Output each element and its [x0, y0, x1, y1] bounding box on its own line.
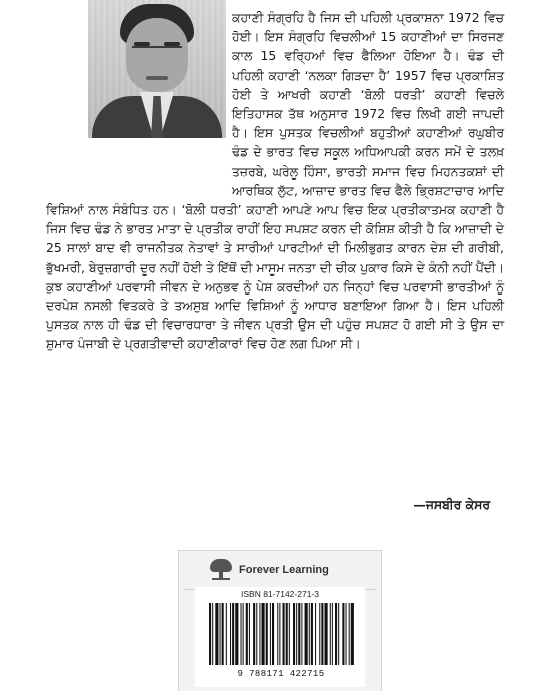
- barcode-bar: [262, 603, 265, 665]
- barcode-bar: [249, 603, 250, 665]
- barcode-bar: [246, 603, 248, 665]
- barcode-bar: [283, 603, 285, 665]
- barcode-bar: [253, 603, 255, 665]
- blurb-text-block: [46, 8, 504, 354]
- barcode-digits: 9 788171 422715: [237, 669, 325, 679]
- barcode-bar: [256, 603, 257, 665]
- barcode-bar: [232, 603, 234, 665]
- photo-wrap-spacer: [46, 8, 232, 184]
- barcode-bar: [349, 603, 350, 665]
- barcode-bar: [212, 603, 213, 665]
- barcode-bar: [215, 603, 218, 665]
- barcode-bar: [311, 603, 313, 665]
- publisher-barcode-panel: [178, 550, 382, 691]
- publisher-tagline: Forever Learning: [239, 564, 329, 576]
- isbn-label: ISBN 81-7142-271-3: [241, 589, 319, 599]
- barcode-bar: [241, 603, 242, 665]
- barcode-bar: [286, 603, 288, 665]
- barcode-bar: [346, 603, 347, 665]
- tree-logo-icon: [209, 559, 233, 581]
- isbn-barcode-box: [195, 587, 365, 687]
- barcode-bar: [209, 603, 211, 665]
- barcode-bar: [305, 603, 308, 665]
- barcode-bar: [351, 603, 354, 665]
- barcode-bar: [266, 603, 268, 665]
- barcode-bar: [270, 603, 271, 665]
- barcode-bar: [293, 603, 295, 665]
- barcode-bar: [230, 603, 231, 665]
- barcode-bar: [226, 603, 227, 665]
- publisher-row: [209, 559, 329, 581]
- barcode-bar: [220, 603, 221, 665]
- barcode-bar: [259, 603, 260, 665]
- barcode-graphic: [205, 603, 355, 669]
- barcode-bar: [301, 603, 302, 665]
- barcode-bar: [296, 603, 297, 665]
- barcode-bar: [309, 603, 310, 665]
- barcode-bar: [272, 603, 274, 665]
- signature: —ਜਸਬੀਰ ਕੇਸਰ: [413, 497, 490, 512]
- blurb-paragraph: ਕਹਾਣੀ ਸੰਗ੍ਰਹਿ ਹੈ ਜਿਸ ਦੀ ਪਹਿਲੀ ਪ੍ਰਕਾਸ਼ਨਾ 1972 ਵਿਚ ਹੋਈ। ਇਸ ਸੰਗ੍ਰਹਿ ਵਿਚਲੀਆਂ 15 ਕਹਾਣੀਆਂ ਦਾ ਸਿਰਜਣ ਕਾਲ 15 ਵਰ੍ਹਿਆਂ ਵਿਚ ਫੈਲਿਆ ਹੋਇਆ ਹੈ। ਢੰਡ ਦੀ ਪਹਿਲੀ ਕਹਾਣੀ ‘ਨਲਕਾ ਗਿੜਦਾ ਹੈ’ 1957 ਵਿਚ ਪ੍ਰਕਾਸ਼ਿਤ ਹੋਈ ਤੇ ਆਖਰੀ ਕਹਾਣੀ ‘ਬੋਲ਼ੀ ਧਰਤੀ’ ਕਹਾਣੀ ਵਿਚਲੇ ਇਤਿਹਾਸਕ ਤੱਥ ਅਨੁਸਾਰ 1972 ਵਿਚ ਲਿਖੀ ਗਈ ਜਾਪਦੀ ਹੈ। ਇਸ ਪੁਸਤਕ ਵਿਚਲੀਆਂ ਬਹੁਤੀਆਂ ਕਹਾਣੀਆਂ ਰਘੁਬੀਰ ਢੰਡ ਦੇ ਭਾਰਤ ਵਿਚ ਸਕੂਲ ਅਧਿਆਪਕੀ ਕਰਨ ਸਮੇਂ ਦੇ ਤਲਖ਼ ਤਜ਼ਰਬੇ, ਘਰੇਲੂ ਹਿੰਸਾ, ਭਾਰਤੀ ਸਮਾਜ ਵਿਚ ਮਿਹਨਤਕਸ਼ਾਂ ਦੀ ਆਰਥਿਕ ਲੁੱਟ, ਆਜ਼ਾਦ ਭਾਰਤ ਵਿਚ ਫੈਲੇ ਭ੍ਰਿਸ਼ਟਾਚਾਰ ਆਦਿ ਵਿਸ਼ਿਆਂ ਨਾਲ ਸੰਬੰਧਿਤ ਹਨ। ‘ਬੋਲ਼ੀ ਧਰਤੀ’ ਕਹਾਣੀ ਆਪਣੇ ਆਪ ਵਿਚ ਇਕ ਪ੍ਰਤੀਕਾਤਮਕ ਕਹਾਣੀ ਹੈ ਜਿਸ ਵਿਚ ਢੰਡ ਨੇ ਭਾਰਤ ਮਾਤਾ ਦੇ ਪ੍ਰਤੀਕ ਰਾਹੀਂ ਇਹ ਸਪਸ਼ਟ ਕਰਨ ਦੀ ਕੋਸ਼ਿਸ਼ ਕੀਤੀ ਹੈ ਕਿ ਆਜ਼ਾਦੀ ਦੇ 25 ਸਾਲਾਂ ਬਾਦ ਵੀ ਰਾਜਨੀਤਕ ਨੇਤਾਵਾਂ ਤੇ ਸਾਰੀਆਂ ਪਾਰਟੀਆਂ ਦੀ ਮਿਲੀਭੁਗਤ ਕਾਰਨ ਦੇਸ਼ ਦੀ ਗਰੀਬੀ, ਭੁੱਖਮਰੀ, ਬੇਰੁਜ਼ਗਾਰੀ ਦੂਰ ਨਹੀਂ ਹੋਈ ਤੇ ਇੱਥੋਂ ਦੀ ਮਾਸੂਮ ਜਨਤਾ ਦੀ ਚੀਕ ਪੁਕਾਰ ਕਿਸੇ ਦੇ ਕੰਨੀ ਨਹੀਂ ਪੈਂਦੀ। ਕੁਝ ਕਹਾਣੀਆਂ ਪਰਵਾਸੀ ਜੀਵਨ ਦੇ ਅਨੁਭਵ ਨੂੰ ਪੇਸ਼ ਕਰਦੀਆਂ ਹਨ ਜਿਨ੍ਹਾਂ ਵਿਚ ਪਰਵਾਸੀ ਭਾਰਤੀਆਂ ਨੂੰ ਦਰਪੇਸ਼ ਨਸਲੀ ਵਿਤਕਰੇ ਤੇ ਤਅਸੁਬ ਆਦਿ ਵਿਸ਼ਿਆਂ ਨੂੰ ਆਧਾਰ ਬਣਾਇਆ ਗਿਆ ਹੈ। ਇਸ ਪਹਿਲੀ ਪੁਸਤਕ ਨਾਲ ਹੀ ਢੰਡ ਦੀ ਵਿਚਾਰਧਾਰਾ ਤੇ ਜੀਵਨ ਪ੍ਰਤੀ ਉਸ ਦੀ ਪਹੁੰਚ ਸਪਸ਼ਟ ਹੋ ਗਈ ਸੀ ਤੇ ਉਸ ਦਾ ਸ਼ੁਮਾਰ ਪੰਜਾਬੀ ਦੇ ਪ੍ਰਗਤੀਵਾਦੀ ਕਹਾਣੀਕਾਰਾਂ ਵਿਚ ਹੋਣ ਲਗ ਪਿਆ ਸੀ।: [46, 10, 504, 352]
- barcode-bar: [298, 603, 300, 665]
- barcode-bar: [332, 603, 333, 665]
- barcode-bar: [222, 603, 224, 665]
- barcode-bar: [321, 603, 323, 665]
- barcode-bar: [279, 603, 280, 665]
- barcode-bar: [342, 603, 344, 665]
- barcode-bar: [325, 603, 328, 665]
- barcode-bar: [289, 603, 290, 665]
- barcode-bar: [243, 603, 244, 665]
- barcode-bar: [330, 603, 331, 665]
- barcode-bar: [277, 603, 278, 665]
- barcode-bar: [319, 603, 320, 665]
- barcode-bar: [315, 603, 316, 665]
- barcode-bar: [335, 603, 337, 665]
- barcode-bar: [235, 603, 238, 665]
- barcode-bar: [338, 603, 339, 665]
